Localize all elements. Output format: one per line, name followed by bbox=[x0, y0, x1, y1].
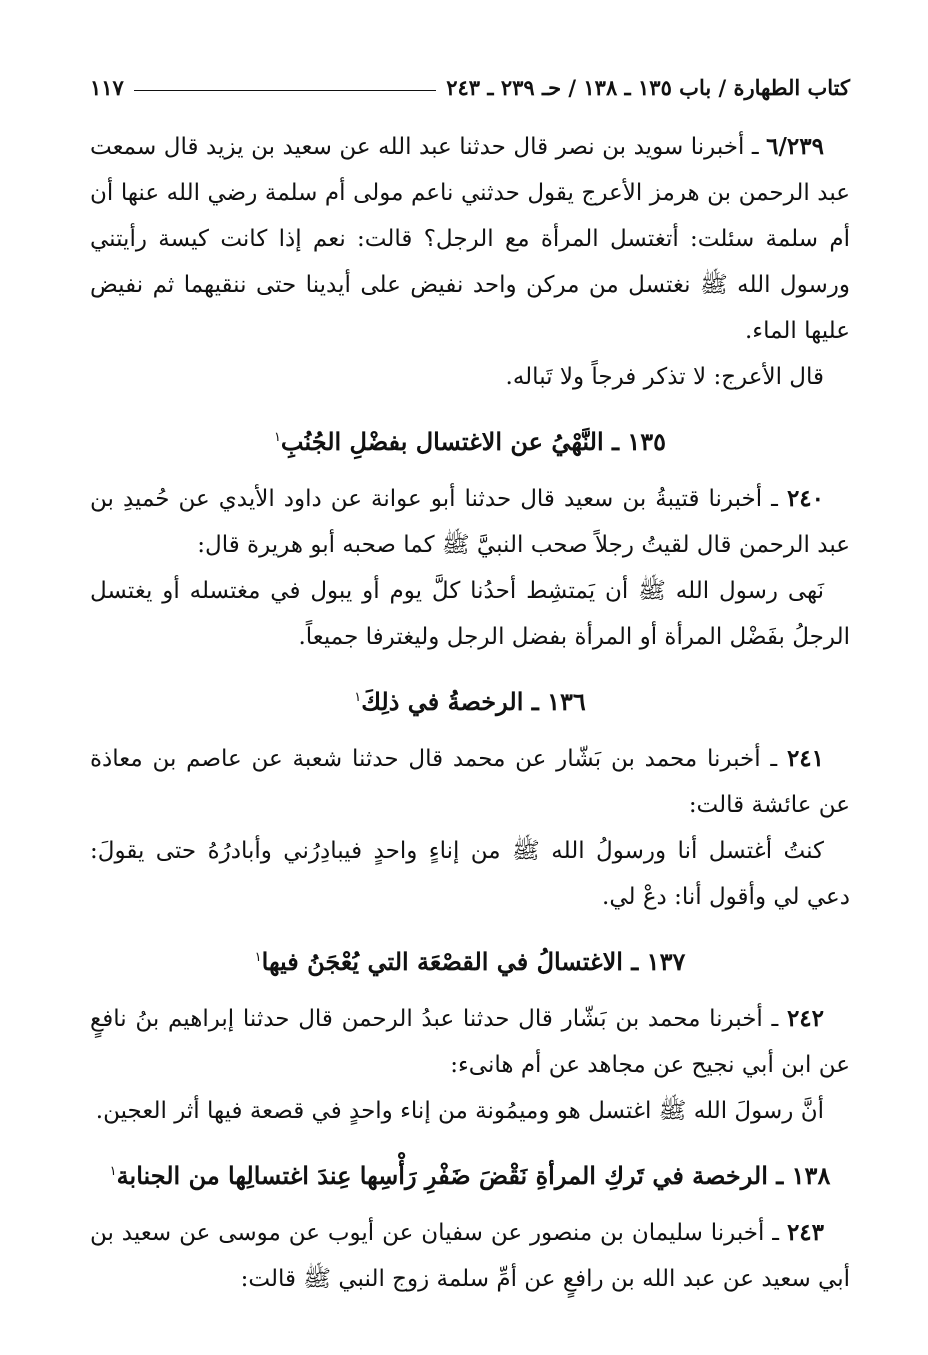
hadith-241-isnad bbox=[90, 736, 850, 828]
hadith-text: ـ أخبرنا سويد بن نصر قال حدثنا عبد الله عن سعيد بن يزيد قال سمعت عبد الرحمن بن هرمز الأعرج يقول حدثني ناعم مولى أم سلمة رضي الله عنها أن أم سلمة سئلت: أتغتسل المرأة مع الرجل؟ قالت: نعم إذا كانت كيسة رأيتني ورسول الله ﷺ نغتسل من مركن واحد نفيض على أيدينا حتى ننقيهما ثم نفيض عليها الماء. bbox=[90, 134, 850, 344]
footnote-mark: ١ bbox=[109, 1164, 117, 1179]
page-number: ١١٧ bbox=[90, 75, 124, 100]
hadith-241-matn: كنتُ أغتسل أنا ورسولُ الله ﷺ من إناءٍ واحدٍ فيبادِرُني وأبادرُهُ حتى يقولَ: دعي لي وأقول أنا: دعْ لي. bbox=[90, 838, 850, 910]
running-title: كتاب الطهارة / باب ١٣٥ ـ ١٣٨ / حـ ٢٣٩ ـ ٢٤٣ bbox=[446, 75, 850, 100]
footnote-mark: ١ bbox=[273, 430, 281, 445]
hadith-number: ٢٤٣ bbox=[786, 1219, 825, 1246]
footnote-mark: ١ bbox=[354, 690, 362, 705]
hadith-isnad: ـ أخبرنا سليمان بن منصور عن سفيان عن أيوب عن موسى عن سعيد بن أبي سعيد عن عبد الله بن رافعٍ عن أمِّ سلمة زوج النبي ﷺ قالت: bbox=[90, 1220, 850, 1292]
hadith-isnad: ـ أخبرنا محمد بن بَشّار قال حدثنا عبدُ الرحمن قال حدثنا إبراهيم بنُ نافعٍ عن ابن أبي نجيح عن مجاهد عن أم هانىء: bbox=[90, 1006, 850, 1078]
hadith-243-isnad bbox=[90, 1210, 850, 1302]
hadith-isnad: ـ أخبرنا محمد بن بَشّار عن محمد قال حدثنا شعبة عن عاصم بن معاذة عن عائشة قالت: bbox=[90, 746, 850, 818]
chapter-heading-135 bbox=[90, 414, 850, 466]
running-header bbox=[90, 60, 850, 100]
hadith-number: ٢٤٠ bbox=[786, 485, 825, 512]
chapter-heading-136 bbox=[90, 674, 850, 726]
hadith-number: ٦/٢٣٩ bbox=[766, 133, 824, 160]
hadith-239-note: قال الأعرج: لا تذكر فرجاً ولا تَباله. bbox=[505, 364, 824, 390]
chapter-title: ١٣٧ ـ الاغتسالُ في القصْعَة التي يُعْجَنُ فيها bbox=[261, 947, 686, 976]
chapter-title: ١٣٨ ـ الرخصة في تَركِ المرأةِ نَقْضَ ضَفْرِ رَأْسِها عِندَ اغتسالِها من الجنابة bbox=[116, 1161, 831, 1190]
hadith-number: ٢٤١ bbox=[786, 745, 824, 772]
hadith-242-isnad bbox=[90, 996, 850, 1088]
hadith-isnad: ـ أخبرنا قتيبةُ بن سعيد قال حدثنا أبو عوانة عن داود الأيدي عن حُميدِ بن عبد الرحمن قال لقيتُ رجلاً صحب النبيَّ ﷺ كما صحبه أبو هريرة قال: bbox=[90, 486, 850, 558]
book-page bbox=[90, 60, 850, 1302]
hadith-239 bbox=[90, 124, 850, 354]
hadith-240-matn: نَهى رسول الله ﷺ أن يَمتشِط أحدُنا كلَّ يوم أو يبول في مغتسله أو يغتسل الرجلُ بفَضْل المرأة أو المرأة بفضل الرجل وليغترفا جميعاً. bbox=[90, 578, 850, 650]
chapter-heading-137 bbox=[90, 934, 850, 986]
chapter-title: ١٣٦ ـ الرخصةُ في ذلِكَ bbox=[361, 687, 586, 716]
hadith-number: ٢٤٢ bbox=[786, 1005, 824, 1032]
footnote-mark: ١ bbox=[254, 950, 262, 965]
chapter-heading-138 bbox=[90, 1148, 850, 1200]
chapter-title: ١٣٥ ـ النَّهْيُ عن الاغتسال بفضْلِ الجُنُبِ bbox=[280, 427, 667, 456]
hadith-240-isnad bbox=[90, 476, 850, 568]
hadith-242-matn: أنَّ رسولَ الله ﷺ اغتسل هو وميمُونة من إناء واحدٍ في قصعة فيها أثر العجين. bbox=[95, 1098, 824, 1124]
header-rule bbox=[134, 90, 436, 91]
